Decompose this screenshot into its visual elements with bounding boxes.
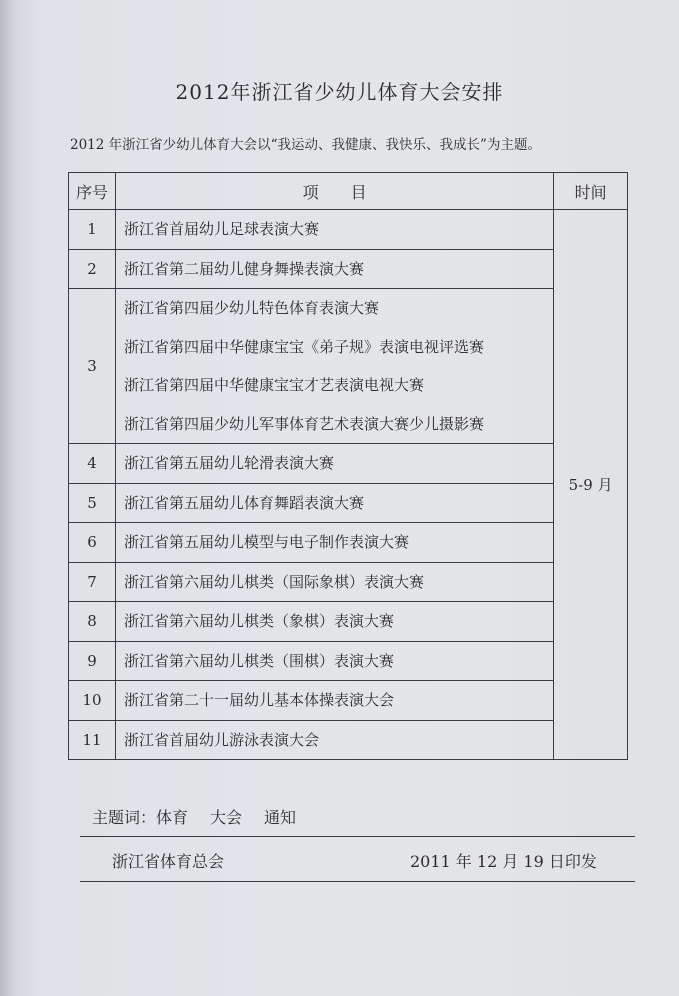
row-number: 4 bbox=[69, 444, 116, 484]
event-name: 浙江省第四届少幼儿特色体育表演大赛 bbox=[123, 299, 379, 317]
header-time: 时间 bbox=[554, 173, 628, 210]
row-number: 9 bbox=[69, 641, 116, 681]
event-name: 浙江省第四届中华健康宝宝才艺表演电视大赛 bbox=[123, 376, 424, 394]
event-name: 浙江省第六届幼儿棋类（国际象棋）表演大赛 bbox=[123, 572, 424, 591]
event-name: 浙江省第四届少幼儿军事体育艺术表演大赛少儿摄影赛 bbox=[123, 414, 484, 433]
event-name: 浙江省第二届幼儿健身舞操表演大赛 bbox=[123, 259, 364, 278]
row-number: 7 bbox=[69, 562, 116, 602]
row-items bbox=[115, 444, 553, 484]
event-name: 浙江省第五届幼儿体育舞蹈表演大赛 bbox=[123, 493, 364, 512]
row-number: 10 bbox=[69, 681, 116, 721]
table-row bbox=[69, 289, 628, 444]
row-items bbox=[115, 483, 553, 523]
table-row bbox=[69, 641, 628, 681]
table-row bbox=[69, 602, 628, 642]
intro-text: 2012 年浙江省少幼儿体育大会以“我运动、我健康、我快乐、我成长”为主题。 bbox=[70, 137, 541, 153]
row-number: 8 bbox=[69, 602, 116, 642]
divider-bottom bbox=[80, 881, 635, 882]
event-name: 浙江省第四届中华健康宝宝《弟子规》表演电视评选赛 bbox=[123, 337, 484, 356]
row-items bbox=[115, 210, 553, 250]
event-name: 浙江省首届幼儿游泳表演大会 bbox=[123, 730, 319, 749]
divider-top bbox=[80, 836, 635, 837]
keyword: 体育 bbox=[156, 808, 189, 827]
row-items bbox=[115, 249, 553, 289]
table-header-row bbox=[69, 173, 628, 210]
time-cell: 5-9 月 bbox=[554, 210, 628, 760]
row-number: 1 bbox=[69, 210, 116, 250]
table-row bbox=[69, 249, 628, 289]
keyword: 通知 bbox=[264, 808, 297, 827]
header-item: 项 目 bbox=[115, 173, 553, 210]
row-items bbox=[115, 681, 553, 721]
row-number: 2 bbox=[69, 249, 116, 289]
table-row bbox=[69, 210, 628, 250]
table-row bbox=[69, 720, 628, 760]
event-name: 浙江省首届幼儿足球表演大赛 bbox=[123, 220, 319, 238]
schedule-table bbox=[68, 172, 628, 760]
table-row bbox=[69, 483, 628, 523]
row-items bbox=[115, 523, 553, 563]
table-body bbox=[69, 210, 628, 760]
event-name: 浙江省第二十一届幼儿基本体操表演大会 bbox=[123, 691, 394, 709]
keywords-label: 主题词： bbox=[92, 808, 157, 827]
document-title: 2012年浙江省少幼儿体育大会安排 bbox=[175, 80, 504, 104]
issuer: 浙江省体育总会 bbox=[112, 852, 225, 871]
row-items bbox=[115, 641, 553, 681]
table-row bbox=[69, 681, 628, 721]
row-number: 6 bbox=[69, 523, 116, 563]
event-name: 浙江省第五届幼儿轮滑表演大赛 bbox=[123, 454, 334, 472]
row-items bbox=[115, 720, 553, 760]
row-number: 3 bbox=[69, 289, 116, 444]
event-name: 浙江省第五届幼儿模型与电子制作表演大赛 bbox=[123, 533, 409, 551]
row-items bbox=[115, 289, 553, 444]
event-name: 浙江省第六届幼儿棋类（围棋）表演大赛 bbox=[123, 651, 394, 670]
row-items bbox=[115, 562, 553, 602]
print-date: 2011 年 12 月 19 日印发 bbox=[410, 852, 597, 871]
keyword: 大会 bbox=[210, 808, 243, 827]
table-row bbox=[69, 523, 628, 563]
keywords-line bbox=[92, 805, 318, 828]
row-number: 5 bbox=[69, 483, 116, 523]
row-items bbox=[115, 602, 553, 642]
header-no: 序号 bbox=[69, 173, 116, 210]
event-name: 浙江省第六届幼儿棋类（象棋）表演大赛 bbox=[123, 612, 394, 630]
table-row bbox=[69, 444, 628, 484]
table-row bbox=[69, 562, 628, 602]
row-number: 11 bbox=[69, 720, 116, 760]
